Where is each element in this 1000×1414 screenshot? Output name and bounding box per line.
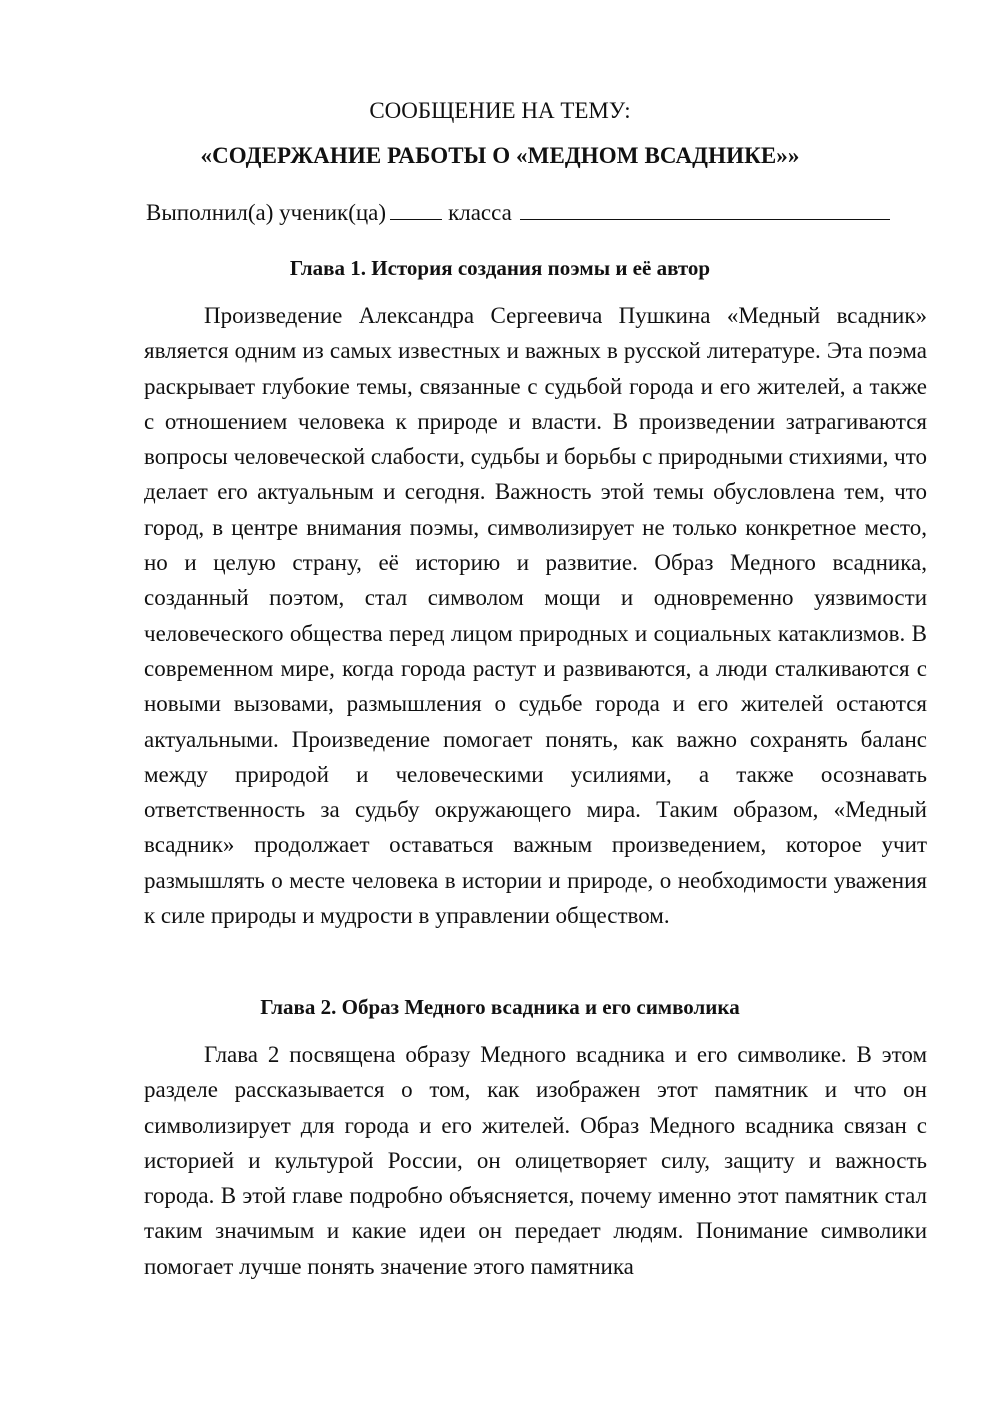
chapter-2-paragraph: Глава 2 посвящена образу Медного всадника и его символике. В этом разделе рассказывается о том, как изображен этот памятник и что он символизирует для города и его жителей. Образ Медного всадника связан с историей и культурой России, он олицетворяет силу, защиту и важность города. В этой главе подробно объясняется, почему именно этот памятник стал таким значимым и какие идеи он передает людям. Понимание символики помогает лучше понять значение этого памятника xyxy=(144,1042,927,1279)
document-title-line-1: СООБЩЕНИЕ НА ТЕМУ: xyxy=(369,98,631,123)
class-number-blank xyxy=(390,198,442,220)
chapter-2-heading: Глава 2. Образ Медного всадника и его символика xyxy=(260,995,740,1019)
signature-prefix: Выполнил(а) ученик(ца) xyxy=(146,200,387,225)
chapter-1-heading: Глава 1. История создания поэмы и её автор xyxy=(289,256,711,280)
student-name-blank xyxy=(520,198,890,220)
signature-class-label: класса xyxy=(448,200,512,225)
signature-line xyxy=(146,198,926,228)
document-title-line-2: «СОДЕРЖАНИЕ РАБОТЫ О «МЕДНОМ ВСАДНИКЕ»» xyxy=(200,143,800,168)
chapter-1-paragraph: Произведение Александра Сергеевича Пушкина «Медный всадник» является одним из самых известных и важных в русской литературе. Эта поэма раскрывает глубокие темы, связанные с судьбой города и его жителей, а также с отношением человека к природе и власти. В произведении затрагиваются вопросы человеческой слабости, судьбы и борьбы с природными стихиями, что делает его актуальным и сегодня. Важность этой темы обусловлена тем, что город, в центре внимания поэмы, символизирует не только конкретное место, но и целую страну, её историю и развитие. Образ Медного всадника, созданный поэтом, стал символом мощи и одновременно уязвимости человеческого общества перед лицом природных и социальных катаклизмов. В современном мире, когда города растут и развиваются, а люди сталкиваются с новыми вызовами, размышления о судьбе города и его жителей остаются актуальными. Произведение помогает понять, как важно сохранять баланс между природой и человеческими усилиями, а также осознавать ответственность за судьбу окружающего мира. Таким образом, «Медный всадник» продолжает оставаться важным произведением, которое учит размышлять о месте человека в истории и природе, о необходимости уважения к силе природы и мудрости в управлении обществом. xyxy=(144,303,927,929)
